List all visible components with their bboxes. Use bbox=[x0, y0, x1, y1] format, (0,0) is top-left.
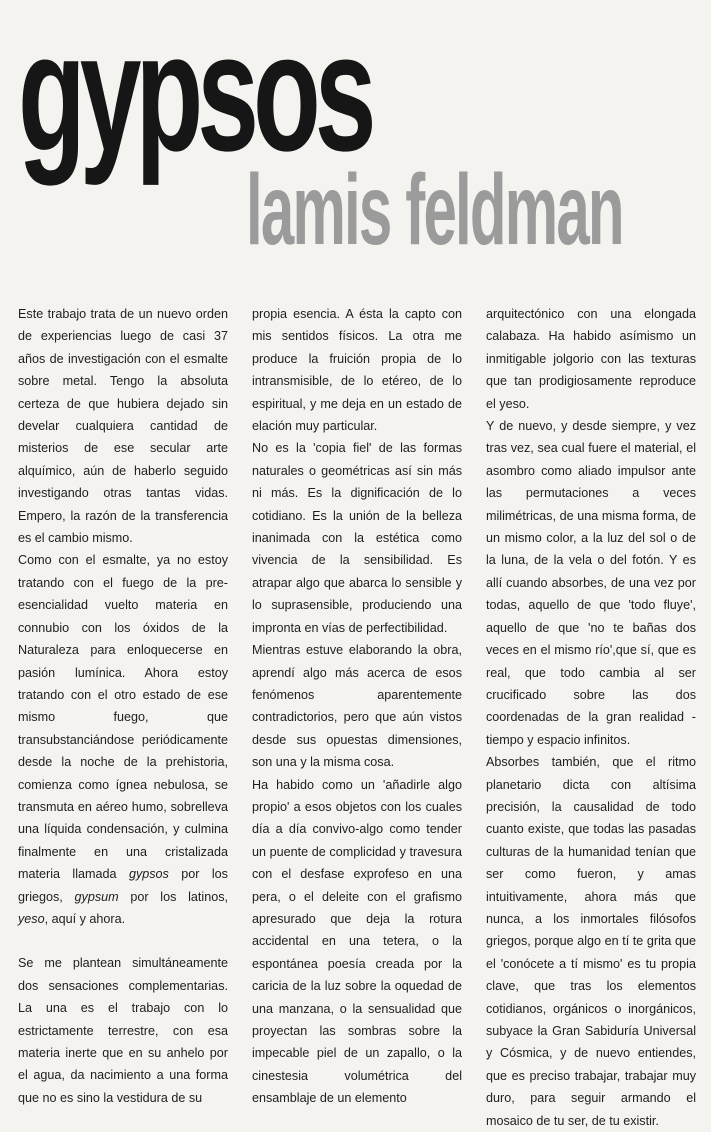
text-segment: Absorbes también, que el ritmo planetario dicta con altísima precisión, la causalidad de todo cuanto existe, que todas las pasadas culturas de la humanidad tenían que ser como fueron, y amas intuitivamente, ahora más que nunca, a los inmortales filósofos griegos, porque algo en tí te grita que el 'conócete a tí mismo' es tu propia clave, que tras los elementos cotidianos, orgánicos o inorgánicos, subyace la Gran Sabiduría Universal y Cósmica, y de nuevo entiendes, que es preciso trabajar, trabajar muy duro, para seguir armando el mosaico de tu ser, de tu existir. bbox=[486, 755, 696, 1128]
text-segment: Se me plantean simultáneamente dos sensaciones complementarias. La una es el trabajo con lo estrictamente terrestre, con esa materia inerte que en su anhelo por el agua, da nacimiento a una forma que no es sino la vestidura de su bbox=[18, 956, 228, 1105]
paragraph bbox=[252, 437, 462, 639]
text-segment: Mientras estuve elaborando la obra, aprendí algo más acerca de esos fenómenos aparentemente contradictorios, pero que aún vistos desde sus opuestas dimensiones, son una y la misma cosa. bbox=[252, 643, 462, 770]
author-name: lamis feldman bbox=[246, 154, 623, 266]
text-column-2 bbox=[252, 303, 462, 1106]
text-column-3 bbox=[486, 303, 696, 1128]
text-segment: , aquí y ahora. bbox=[44, 911, 126, 926]
paragraph bbox=[252, 303, 462, 437]
paragraph bbox=[18, 952, 228, 1109]
paragraph bbox=[486, 751, 696, 1132]
paragraph bbox=[252, 774, 462, 1110]
text-segment: Y de nuevo, y desde siempre, y vez tras vez, sea cual fuere el material, el asombro como aliado impulsor ante las permutaciones a veces milimétricas, de una misma forma, de un mismo color, a la luz del sol o de la luna, de la vela o del fotón. Y es allí cuando absorbes, de una vez por todas, aquello de que 'todo fluye', aquello de que 'no te bañas dos veces en el mismo río',que sí, que es real, que todo cambia al ser crucificado sobre las dos coordenadas de la gran realidad - tiempo y espacio infinitos. bbox=[486, 419, 696, 747]
paragraph bbox=[18, 303, 228, 549]
paragraph bbox=[18, 549, 228, 930]
italic-term: gypsos bbox=[128, 867, 169, 882]
text-segment: Como con el esmalte, ya no estoy tratando con el fuego de la pre-esencialidad vuelto materia en connubio con los óxidos de la Naturaleza para enloquecerse en pasión lumínica. Ahora estoy tratando con el otro estado de ese mismo fuego, que transubstanciándose periódicamente desde la noche de la prehistoria, comienza como ígnea nebulosa, se transmuta en aéreo humo, sobrelleva una líquida condensación, y culmina finalmente en una cristalizada materia llamada bbox=[18, 553, 228, 882]
text-segment: arquitectónico con una elongada calabaza. Ha habido asímismo un inmitigable jolgorio con las texturas que tan prodigiosamente reproduce el yeso. bbox=[486, 307, 696, 411]
text-segment: Ha habido como un 'añadirle algo propio' a esos objetos con los cuales día a día convivo-algo como tender un puente de complicidad y travesura con el desfase exprofeso en una pera, o el deleite con el grafismo apresurado que deja la rotura accidental en una tetera, o la espontánea poesía creada por la caricia de la luz sobre la oquedad de una manzana, o la sensualidad que proyectan las sombras sobre la impecable piel de un zapallo, o la cinestesia volumétrica del ensamblaje de un elemento bbox=[252, 777, 462, 1106]
paragraph bbox=[486, 303, 696, 415]
text-segment: propia esencia. A ésta la capto con mis sentidos físicos. La otra me produce la fruición propia de lo intransmisible, de lo etéreo, de lo espiritual, y me deja en un estado de elación muy particular. bbox=[252, 307, 462, 434]
paragraph bbox=[486, 415, 696, 751]
text-segment: No es la 'copia fiel' de las formas naturales o geométricas así sin más ni más. Es la dignificación de lo cotidiano. Es la unión de la belleza inanimada con la estética como vivencia de la sensibilidad. Es atrapar algo que abarca lo sensible y lo suprasensible, produciendo una impronta en vías de perfectibilidad. bbox=[252, 441, 462, 635]
text-segment: Este trabajo trata de un nuevo orden de experiencias luego de casi 37 años de investigación con el esmalte sobre metal. Tengo la absoluta certeza de que hubiera dejado sin develar cualquiera cantidad de misterios de ese secular arte alquímico, aún de haberlo seguido investigando otras tantas vidas. Empero, la razón de la transferencia es el cambio mismo. bbox=[18, 307, 228, 546]
text-segment: por los griegos, bbox=[18, 867, 228, 904]
text-column-1 bbox=[18, 303, 228, 1105]
italic-term: gypsum bbox=[74, 889, 119, 904]
paragraph bbox=[252, 639, 462, 773]
text-segment: por los latinos, bbox=[118, 889, 228, 904]
article-body bbox=[18, 303, 696, 1128]
italic-term: yeso bbox=[18, 911, 45, 926]
article-title: gypsos bbox=[18, 0, 371, 186]
